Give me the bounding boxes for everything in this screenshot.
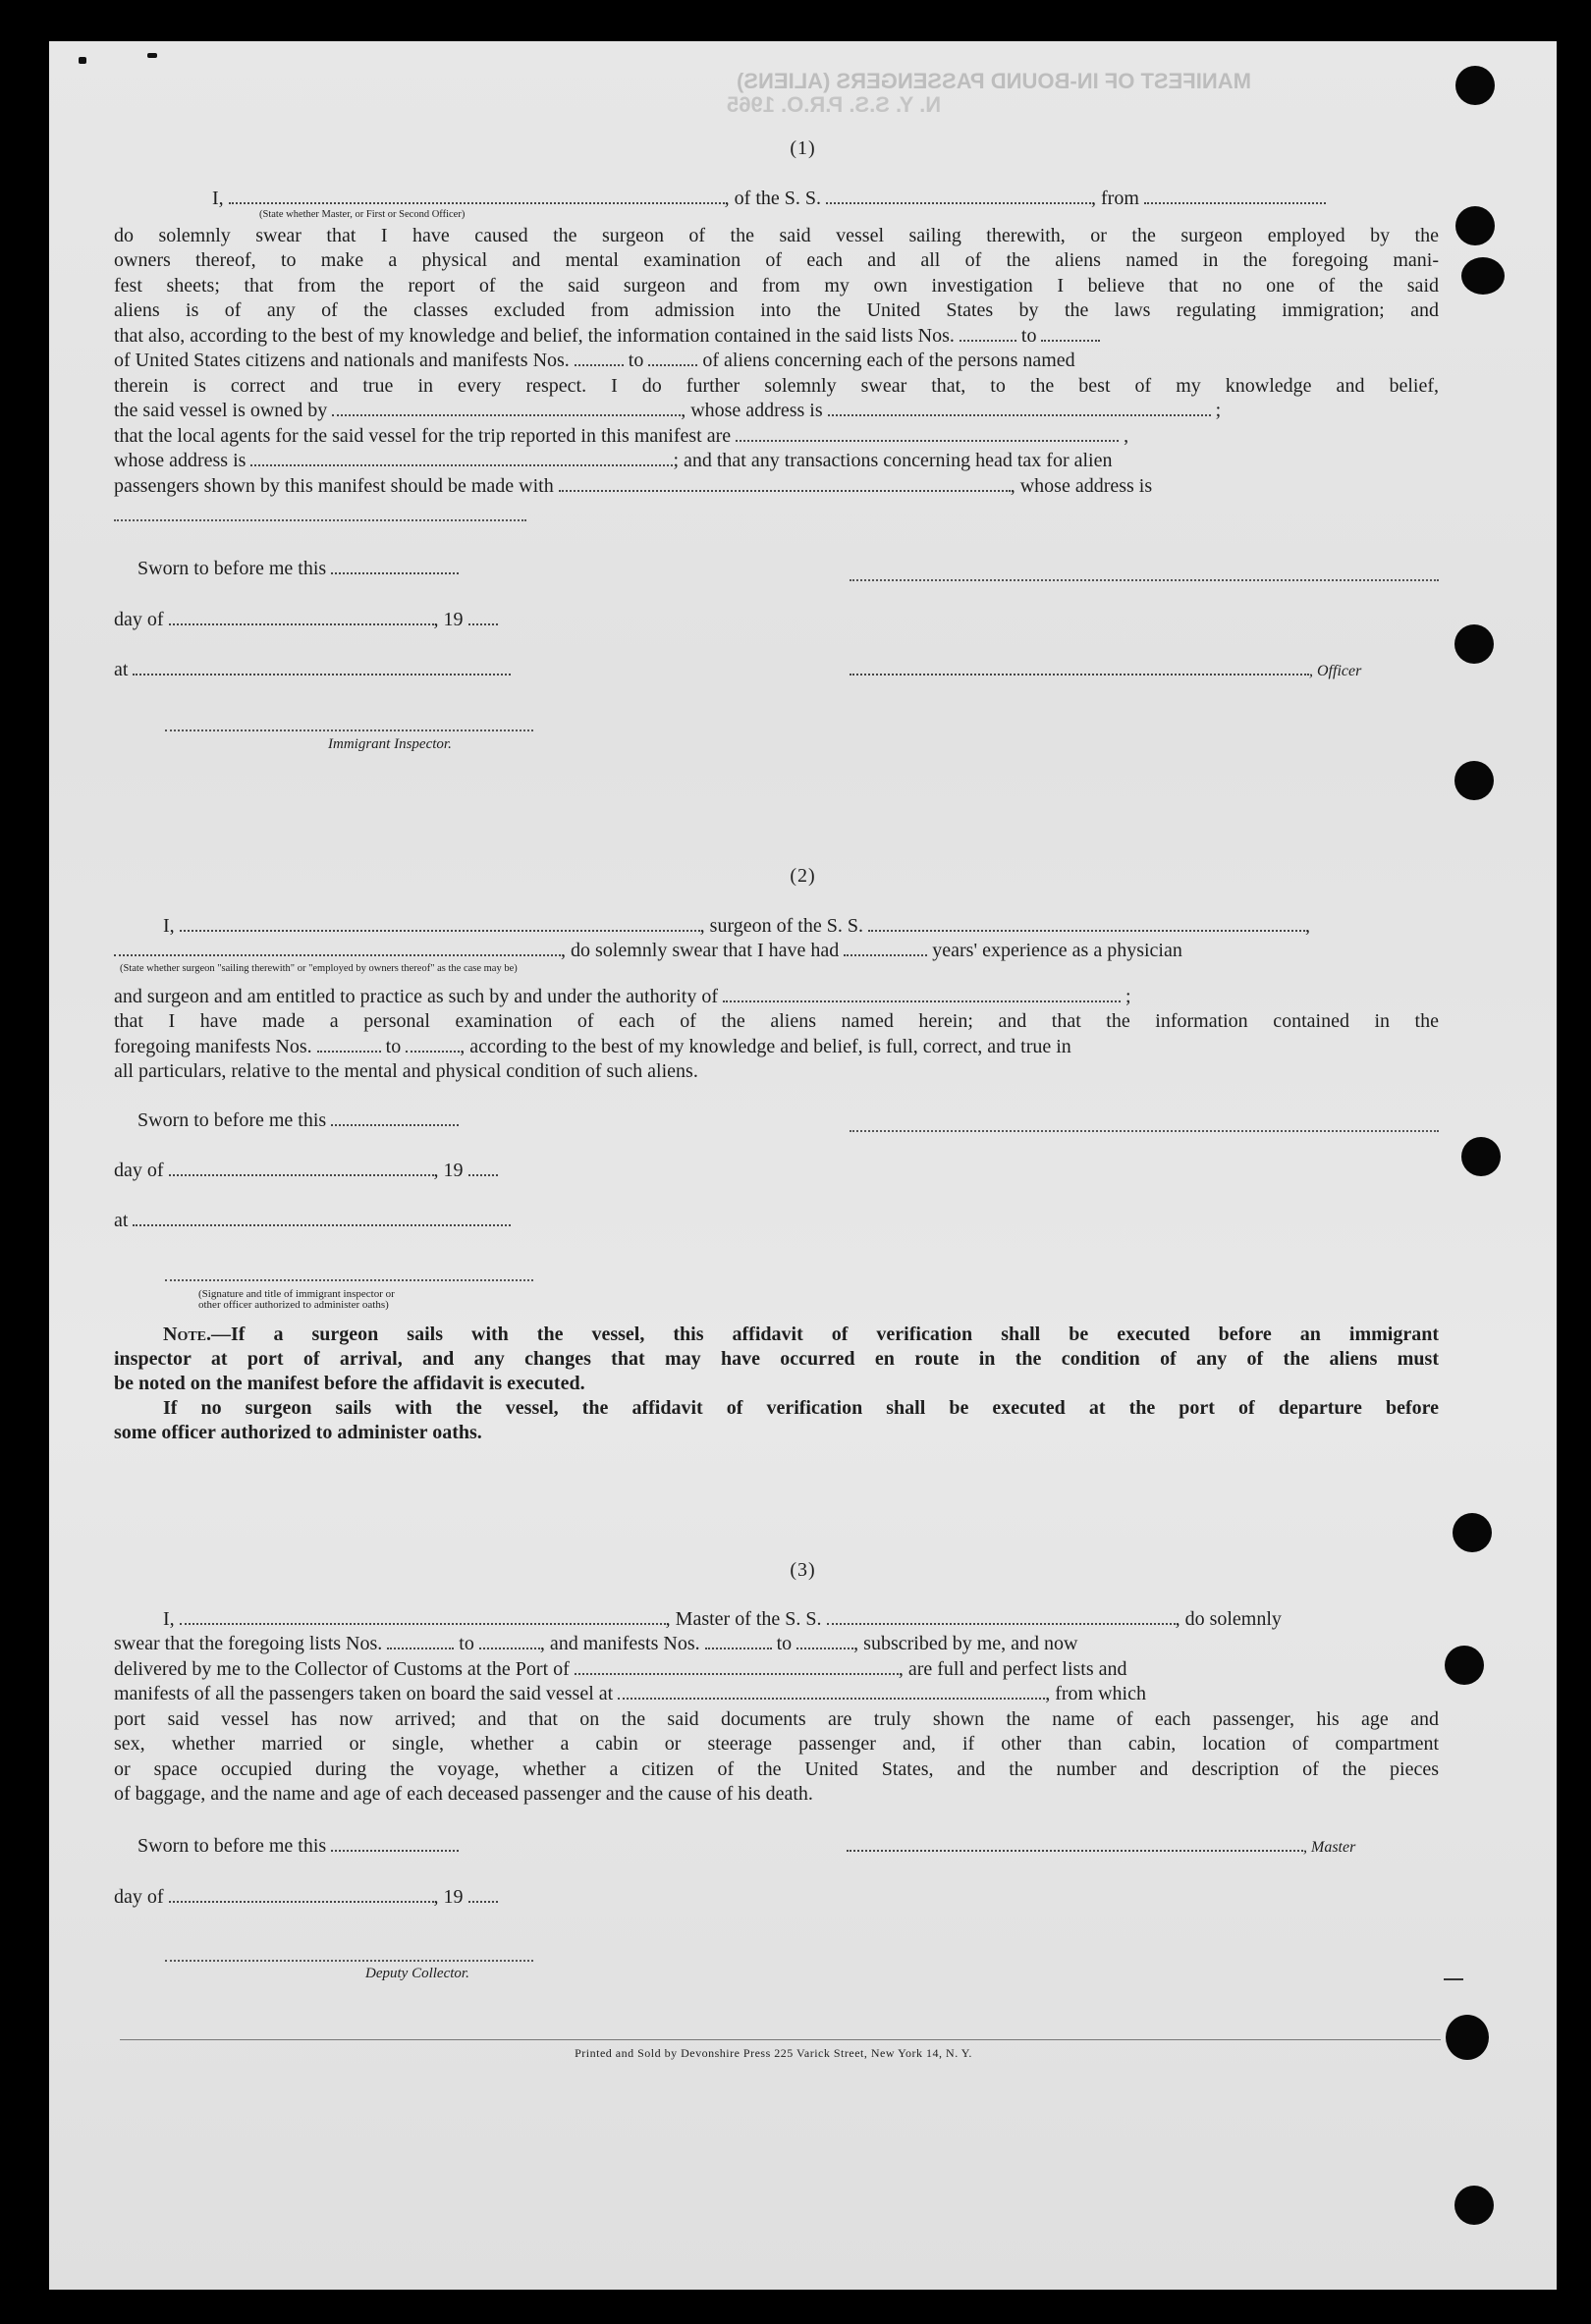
s2-at-field[interactable] [133,1223,511,1226]
years-experience-field[interactable] [844,953,927,956]
s3-day-label: day of [114,1886,164,1908]
s3-master [847,1835,1355,1858]
s1-inspector-label: Immigrant Inspector. [328,736,452,752]
head-tax-address-field[interactable] [114,518,526,521]
s1-line-6-to: to [1020,325,1037,347]
owner-address-field[interactable] [828,413,1211,416]
lists-from-field[interactable] [960,339,1016,342]
s2-i: I, [163,915,175,937]
s1-day-field[interactable] [169,622,434,625]
local-agents-field[interactable] [736,439,1119,442]
note-label: Note. [163,1324,212,1345]
s2-sworn [137,1109,459,1132]
s1-line-7-tail: of aliens concerning each of the persons named [702,350,1075,371]
s3-taken-on-board: manifests of all the passengers taken on board the said vessel at [114,1683,614,1704]
s2-authority: and surgeon and am entitled to practice as such by and under the authority of [114,986,718,1007]
s3-subscribed: , subscribed by me, and now [853,1633,1078,1654]
owner-field[interactable] [332,413,681,416]
s3-lists: swear that the foregoing lists Nos. [114,1633,383,1654]
s1-from: , from [1091,188,1139,209]
s3-year-field[interactable] [468,1900,498,1903]
punch-hole [1455,66,1495,105]
s2-sig-caption-2: other officer authorized to administer oaths) [198,1299,389,1311]
s2-solemnly: , do solemnly swear that I have had [561,940,840,961]
s2-to: to [385,1036,402,1057]
show-through-title: MANIFEST OF IN-BOUND PASSENGERS (ALIENS) [737,69,1251,93]
s1-caption: (State whether Master, or First or Second Officer) [259,209,466,220]
s2-line-3 [114,984,1439,1009]
section-3-number: (3) [790,1559,816,1581]
s2-surgeon-of: , surgeon of the S. S. [699,915,863,937]
note-line-5: some officer authorized to administer oaths. [114,1422,482,1443]
punch-hole [1461,1137,1501,1176]
s2-day-label: day of [114,1160,164,1181]
note-text-1: —If a surgeon sails with the vessel, this affidavit of verification shall be executed before an immigrant [211,1324,1439,1345]
s1-semicolon: ; [1215,400,1222,421]
port-of-field[interactable] [575,1672,899,1675]
s1-line-7-to: to [628,350,644,371]
s1-at [114,659,511,681]
s3-to-1: to [459,1633,474,1654]
s2-comma: , [1304,915,1310,937]
s3-deputy-line[interactable] [165,1959,533,1962]
s3-day-field[interactable] [169,1900,434,1903]
s2-at [114,1210,511,1232]
s1-line-12 [114,473,1439,499]
note-line-2: inspector at port of arrival, and any changes that may have occurred en route in the condition of any of the aliens must [114,1348,1439,1370]
s1-line-2: do solemnly swear that I have caused the surgeon of the said vessel sailing therewith, or the surgeon employed by the [114,225,1439,246]
s2-line-2 [114,938,1439,963]
corner-mark [147,53,157,58]
s1-whose-address-2: whose address is [114,450,247,471]
punch-hole [1461,257,1505,295]
s2-day-field[interactable] [169,1173,434,1176]
s1-line-3: owners thereof, to make a physical and mental examination of each and all of the aliens named in the foregoing mani- [114,249,1439,271]
s1-day-label: day of [114,609,164,630]
s1-line-9 [114,398,1439,423]
s2-caption: (State whether surgeon "sailing therewith" or "employed by owners thereof" as the case may be) [120,963,518,974]
s2-line-5 [114,1034,1439,1059]
manifests-from-field[interactable] [575,363,624,366]
s2-line-1 [114,913,1439,939]
s3-collector: delivered by me to the Collector of Customs at the Port of [114,1658,570,1680]
note-line-4: If no surgeon sails with the vessel, the affidavit of verification shall be executed at the port of departure before [163,1397,1439,1419]
s3-master-label: , Master [1303,1839,1356,1856]
s1-sworn [137,558,459,580]
s1-made-with: passengers shown by this manifest should be made with [114,475,554,497]
s1-sworn-date-field[interactable] [331,571,459,574]
printer-imprint: Printed and Sold by Devonshire Press 225 Varick Street, New York 14, N. Y. [575,2046,972,2060]
s1-line-5: aliens is of any of the classes excluded from admission into the United States by the laws regulating immigration; and [114,299,1439,321]
head-tax-party-field[interactable] [559,489,1011,492]
s3-line-5: port said vessel has now arrived; and that on the said documents are truly shown the name of each passenger, his age and [114,1708,1439,1730]
note-line-3: be noted on the manifest before the affidavit is executed. [114,1373,585,1394]
s3-sworn-label: Sworn to before me this [137,1835,327,1857]
s3-deputy-label: Deputy Collector. [365,1966,469,1981]
s1-line-8: therein is correct and true in every respect. I do further solemnly swear that, to the best of my knowledge and belief, [114,375,1439,397]
show-through-subtitle: N. Y. S.S. P.R.O. 1965 [727,92,942,117]
s3-year-label: , 19 [433,1886,464,1908]
punch-hole [1453,1513,1492,1552]
s3-master-of: , Master of the S. S. [665,1608,822,1630]
s3-line-8: of baggage, and the name and age of each deceased passenger and the cause of his death. [114,1783,813,1805]
vessel-name-field[interactable] [826,201,1091,204]
s2-manifests-from-field[interactable] [317,1050,381,1053]
s1-local-agents: that the local agents for the said vessel for the trip reported in this manifest are [114,425,732,447]
s1-head-tax: ; and that any transactions concerning head tax for alien [673,450,1113,471]
s3-manifests: , and manifests Nos. [539,1633,700,1654]
s1-day [114,609,498,631]
s3-line-1 [114,1606,1439,1632]
s2-year-label: , 19 [433,1160,464,1181]
master-name-field[interactable] [180,1622,666,1625]
s3-master-signature-field[interactable] [847,1849,1303,1852]
s3-i: I, [163,1608,175,1630]
s2-manifests-to-field[interactable] [406,1050,460,1053]
s1-comma: , [1124,425,1129,447]
officer-name-field[interactable] [229,201,725,204]
margin-dash [1444,1977,1463,1980]
manifest-page [49,41,1557,2290]
s3-line-7: or space occupied during the voyage, whether a citizen of the United States, and the number and description of the pieces [114,1758,1439,1780]
note-line-1 [114,1323,1439,1347]
authority-field[interactable] [723,1000,1121,1002]
s1-at-field[interactable] [133,673,511,676]
s1-owned-by: the said vessel is owned by [114,400,328,421]
agents-address-field[interactable] [250,463,673,466]
from-port-field[interactable] [1144,201,1326,204]
s2-manifests: foregoing manifests Nos. [114,1036,312,1057]
s2-semicolon: ; [1125,986,1131,1007]
s2-sworn-label: Sworn to before me this [137,1109,327,1131]
s2-line-4: that I have made a personal examination of each of the aliens named herein; and that the information contained in the [114,1010,1439,1032]
lists-to-field[interactable] [1041,339,1100,342]
s1-line-11 [114,448,1439,473]
s1-of-the-ss: , of the S. S. [724,188,822,209]
s1-line-10 [114,423,1439,449]
s1-line-7-text: of United States citizens and nationals and manifests Nos. [114,350,570,371]
s1-sworn-label: Sworn to before me this [137,558,327,579]
punch-hole [1454,761,1494,800]
punch-hole [1454,624,1494,664]
s1-line-7 [114,348,1439,373]
s3-from-which: , from which [1045,1683,1146,1704]
s3-perfect-lists: , are full and perfect lists and [898,1658,1127,1680]
s1-officer [850,659,1361,681]
s1-officer-field[interactable] [850,673,1309,676]
surgeon-note [114,1323,1439,1445]
section-1-number: (1) [790,137,816,159]
s1-inspector-line[interactable] [165,729,533,731]
s3-line-2 [114,1631,1439,1656]
s3-day [114,1886,498,1909]
s3-lists-from-field[interactable] [387,1647,454,1649]
s3-sworn [137,1835,459,1858]
section-2-number: (2) [790,865,816,887]
corner-mark [79,57,86,64]
s1-at-label: at [114,659,129,680]
s2-sworn-date-field[interactable] [331,1123,459,1126]
s1-whose-address: , whose address is [681,400,823,421]
s2-day [114,1160,498,1182]
s2-line-6: all particulars, relative to the mental and physical condition of such aliens. [114,1060,698,1082]
s2-year-field[interactable] [468,1173,498,1176]
s1-signature-line[interactable] [850,578,1439,581]
s3-manifests-to-field[interactable] [796,1647,853,1649]
surgeon-status-field[interactable] [114,953,561,956]
s1-line-4: fest sheets; that from the report of the said surgeon and from my own investigation I believe that no one of the said [114,275,1439,297]
s1-line-6-text: that also, according to the best of my knowledge and belief, the information contained in the said lists Nos. [114,325,955,347]
footer-rule [120,2039,1441,2040]
s2-vessel-field[interactable] [868,929,1305,932]
s1-officer-label: , Officer [1309,663,1362,679]
s3-lists-to-field[interactable] [479,1647,540,1649]
departure-port-field[interactable] [618,1697,1045,1700]
s3-solemnly: , do solemnly [1175,1608,1282,1630]
surgeon-name-field[interactable] [180,929,700,932]
s3-line-3 [114,1656,1439,1682]
s1-line-1 [114,186,1439,211]
s2-years-experience: years' experience as a physician [932,940,1182,961]
s2-line-5-tail: , according to the best of my knowledge and belief, is full, correct, and true in [460,1036,1071,1057]
s2-at-label: at [114,1210,129,1231]
s2-inspector-line[interactable] [165,1278,533,1281]
s3-line-4 [114,1681,1439,1706]
manifests-to-field[interactable] [648,363,697,366]
s1-whose-address-3: , whose address is [1010,475,1153,497]
s1-year-field[interactable] [468,622,498,625]
punch-hole [1445,1646,1484,1685]
s3-to-2: to [776,1633,793,1654]
punch-hole [1455,206,1495,245]
s2-signature-line[interactable] [850,1129,1439,1132]
s3-vessel-field[interactable] [827,1622,1176,1625]
s1-year-label: , 19 [433,609,464,630]
s2-sig-caption-1: (Signature and title of immigrant inspector or [198,1288,395,1300]
s3-sworn-date-field[interactable] [331,1849,459,1852]
s1-i: I, [212,188,224,209]
punch-hole [1454,2186,1494,2225]
s3-manifests-from-field[interactable] [705,1647,772,1649]
s1-line-6 [114,323,1439,349]
s3-line-6: sex, whether married or single, whether a cabin or steerage passenger and, if other than cabin, location of compartment [114,1733,1439,1755]
